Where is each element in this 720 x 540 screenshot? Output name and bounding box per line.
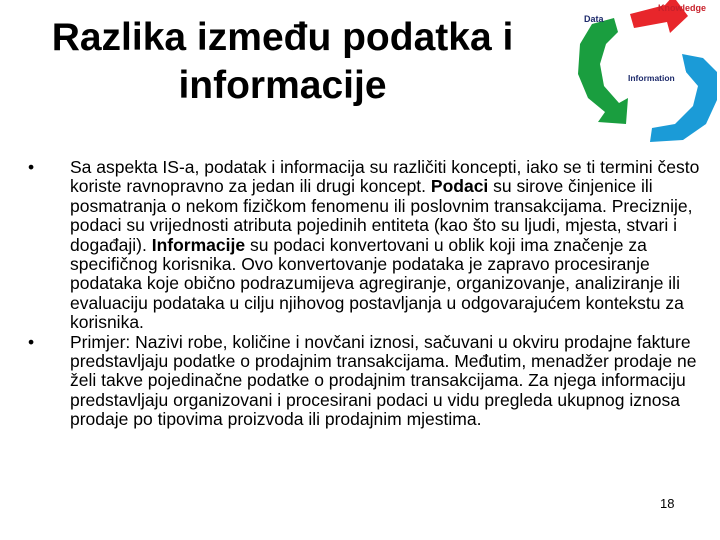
bullet-marker: • (28, 331, 35, 352)
bullet-1-part-2: su sirove činjenice ili posmatranja o nekom fizičkom fenomenu ili poslovnim transakcijama. Preciznije, podaci su vrijednosti atributa pojedinih entiteta (kao što su ljudi, mjesta, stvari i događaji). (70, 176, 693, 255)
slide-title (20, 14, 545, 110)
bullet-1-bold-informacije: Informacije (151, 234, 246, 255)
bullet-marker: • (28, 157, 35, 177)
bullet-text: Primjer: Nazivi robe, količine i novčani iznosi, sačuvani u okviru prodajne fakture predstavljaju podatke o prodajnim transakcijama. Međutim, menadžer prodaje ne želi takve pojedinačne podatke o prodajnim transakcijama. Za njega informaciju predstavljaju organizovani i procesirani podaci u vidu pregleda ukupnog iznosa prodaje po tipovima proizvoda ili prodajnim mjestima. (70, 331, 697, 430)
bullet-item (28, 333, 700, 430)
bullet-1-part-1: Sa aspekta IS-a, podatak i informacija su različiti koncepti, iako se ti termini često koriste ravnopravno za jedan ili drugi koncept. (70, 157, 700, 197)
bullet-1-part-3: su podaci konvertovani u oblik koji ima značenje za specifičnog korisnika. Ovo konvertovanje podataka je zapravo procesiranje podataka koje obično podrazumijeva agregiranje, organizovanje, analiziranje ili evaluaciju podataka u cilju njihovog postavljanja u odgovarajućem kontekstu za korisnika. (70, 234, 684, 333)
bullet-text (70, 158, 700, 333)
green-arrow-shape (578, 18, 628, 124)
slide-body (28, 158, 700, 430)
data-information-knowledge-cycle-diagram (570, 0, 720, 150)
information-label: Information (628, 73, 675, 83)
title-line-2: informacije (178, 64, 387, 107)
page-number: 18 (660, 496, 675, 511)
bullet-item (28, 158, 700, 333)
bullet-1-bold-podaci: Podaci (430, 176, 489, 197)
title-line-1: Razlika između podatka i (51, 16, 514, 59)
data-label: Data (584, 14, 604, 24)
knowledge-label: Knowledge (658, 3, 707, 13)
blue-arrow-shape (650, 54, 717, 142)
